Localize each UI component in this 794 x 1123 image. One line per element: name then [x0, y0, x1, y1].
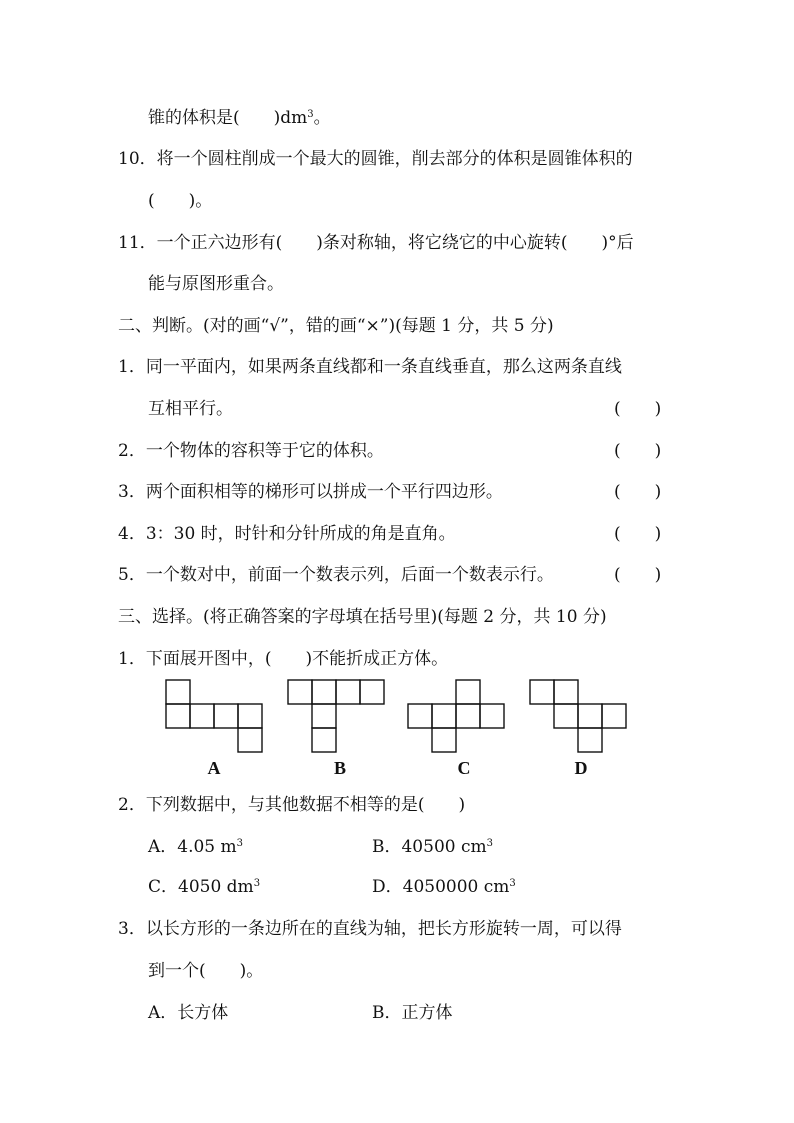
net-label-a: A	[207, 758, 221, 778]
judge-item-5: 5．一个数对中，前面一个数表示列，后面一个数表示行。	[118, 565, 554, 585]
q2-option-d-text: D．4050000 cm	[372, 877, 510, 897]
judge-item-3: 3．两个面积相等的梯形可以拼成一个平行四边形。	[118, 482, 503, 502]
cube-net-a	[166, 680, 262, 752]
q2-option-a-sup: 3	[236, 838, 244, 849]
judge-item-1-line1: 1．同一平面内，如果两条直线都和一条直线垂直，那么这两条直线	[118, 357, 622, 377]
q9-tail	[148, 107, 331, 129]
q10-line2: ( )。	[148, 191, 213, 211]
cube-net-b	[288, 680, 384, 752]
q2-option-b-text: B．40500 cm	[372, 837, 487, 857]
q2-option-a-text: A．4.05 m	[148, 837, 237, 857]
q2-option-d-sup: 3	[509, 878, 516, 889]
choice-heading: 三、选择。(将正确答案的字母填在括号里)(每题 2 分，共 10 分)	[118, 607, 607, 627]
choice-q1: 1．下面展开图中，( )不能折成正方体。	[118, 649, 449, 669]
q2-option-c-text: C．4050 dm	[148, 877, 254, 897]
choice-q2: 2．下列数据中，与其他数据不相等的是( )	[118, 795, 466, 815]
q9-text: 锥的体积是( )dm	[148, 108, 308, 128]
cube-net-d	[530, 680, 626, 752]
q2-option-b-sup: 3	[486, 838, 493, 849]
net-label-b: B	[333, 758, 346, 778]
cube-net-c	[408, 680, 504, 752]
q2-option-d[interactable]	[372, 876, 516, 898]
judge-answer-2[interactable]: ( )	[614, 441, 662, 461]
cube-nets-figure	[160, 675, 640, 785]
judge-item-2: 2．一个物体的容积等于它的体积。	[118, 441, 384, 461]
q2-option-b[interactable]	[372, 836, 493, 858]
judge-heading: 二、判断。(对的画“√”，错的画“×”)(每题 1 分，共 5 分)	[118, 316, 554, 336]
judge-answer-1[interactable]: ( )	[614, 399, 662, 419]
q2-option-a[interactable]	[148, 836, 243, 858]
judge-answer-5[interactable]: ( )	[614, 565, 662, 585]
choice-q3-line2: 到一个( )。	[148, 961, 264, 981]
q10-line1: 10．将一个圆柱削成一个最大的圆锥，削去部分的体积是圆锥体积的	[118, 149, 633, 169]
judge-item-4: 4．3：30 时，时针和分针所成的角是直角。	[118, 524, 456, 544]
judge-item-1-line2: 互相平行。	[148, 399, 233, 419]
q11-line1: 11．一个正六边形有( )条对称轴，将它绕它的中心旋转( )°后	[118, 233, 634, 253]
choice-q3-line1: 3．以长方形的一条边所在的直线为轴，把长方形旋转一周，可以得	[118, 919, 622, 939]
judge-answer-3[interactable]: ( )	[614, 482, 662, 502]
q3-option-a[interactable]: A．长方体	[148, 1003, 229, 1023]
net-label-d: D	[574, 758, 588, 778]
q9-end: 。	[313, 108, 331, 128]
net-label-c: C	[457, 758, 471, 778]
judge-answer-4[interactable]: ( )	[614, 524, 662, 544]
q2-option-c-sup: 3	[253, 878, 261, 889]
q9-sup: 3	[307, 109, 314, 120]
q2-option-c[interactable]	[148, 876, 260, 898]
q3-option-b[interactable]: B．正方体	[372, 1003, 453, 1023]
q11-line2: 能与原图形重合。	[148, 274, 284, 294]
